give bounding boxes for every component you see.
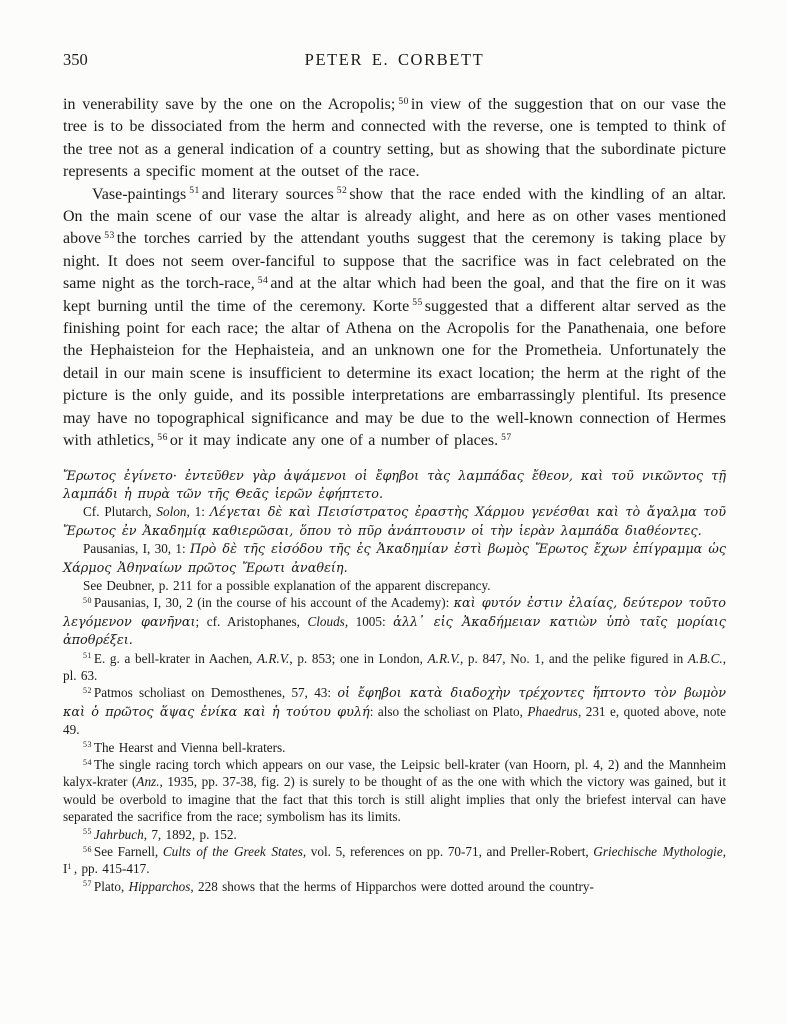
footnote-56 — [63, 843, 726, 878]
footnote-ref: 52 — [83, 685, 92, 695]
text-segment: A.B.C. — [687, 650, 723, 666]
text-segment: , 231 e, quoted above, note 49. — [63, 703, 726, 738]
text-segment: Hipparchos — [128, 878, 191, 894]
text-segment: Phaedrus — [527, 703, 578, 719]
text-segment: the torches carried by the attendant youths suggest that the ceremony is taking place by night. It does not seem over-fanciful to suppose that the sacrifice was in fact celebrated on the same night as the torch-race, — [63, 230, 726, 293]
footnote-ref: 57 — [501, 431, 512, 443]
footnote-ref: 55 — [412, 297, 423, 309]
text-segment: , vol. 5, references on pp. 70-71, and Preller-Robert, — [302, 844, 594, 860]
text-segment: , 228 shows that the herms of Hipparchos were dotted around the country- — [190, 878, 594, 894]
text-segment: , 1005: — [344, 613, 394, 629]
text-segment: and at the altar which had been the goal, and that the fire on it was kept burning until the time of the ceremony. Korte — [63, 275, 726, 315]
text-segment: The single racing torch which appears on our vase, the Leipsic bell-krater (van Hoorn, pl. 4, 2) and the Mannheim kalyx-krater ( — [63, 757, 726, 790]
text-segment: The Hearst and Vienna bell-kraters. — [93, 739, 286, 755]
footnote-ref: 52 — [336, 185, 348, 197]
footnote-ref: 50 — [83, 595, 92, 605]
text-segment: Ἔρωτος ἐγίνετο· ἐντεῦθεν γὰρ ἁψάμενοι οἱ ἔφηβοι τὰς λαμπάδας ἔθεον, καὶ τοῦ νικῶντος τῇ λαμπάδι ἡ πυρὰ τῶν τῆς Θεᾶς ἱερῶν ἐφήπτετο. — [63, 468, 726, 502]
text-segment: , p. 853; one in London, — [289, 650, 428, 666]
footnote-53 — [63, 739, 726, 756]
footnote-ref: 51 — [189, 185, 200, 197]
footnote-ref: 1 — [67, 861, 72, 871]
text-segment: , pl. 63. — [63, 650, 726, 683]
footnote-ref: 56 — [83, 844, 92, 854]
text-segment: Griechische Mythologie — [593, 844, 723, 860]
text-segment: , pp. 415-417. — [73, 861, 150, 877]
footnote-ref: 54 — [83, 757, 92, 767]
running-head-author: PETER E. CORBETT — [304, 50, 485, 69]
body-paragraph-1 — [63, 94, 726, 184]
footnote-49-plutarch — [63, 503, 726, 540]
text-segment: Cults of the Greek States — [162, 844, 303, 860]
text-segment: Jahrbuch — [93, 826, 144, 842]
text-segment: or it may indicate any one of a number of places. — [169, 432, 499, 450]
text-segment: ; cf. Aristophanes, — [195, 613, 308, 629]
text-segment: : also the scholiast on Plato, — [369, 703, 528, 719]
text-segment: Clouds — [307, 613, 345, 629]
text-segment: suggested that a different altar served as the finishing point for each race; the altar of Athena on the Acropolis for the Panathenaia, one before the Hephaisteion for the Hephaisteia, and an unknown one for the Prometheia. Unfortunately the detail in our main scene is insufficient to determine its exact location; the herm at the right of the picture is the only guide, and its possible interpretations are embarrassingly plentiful. Its presence may have no topographical significance and may be due to the well-known connection of Hermes with athletics, — [63, 297, 726, 450]
page-number: 350 — [63, 50, 88, 69]
footnote-49-pausanias — [63, 540, 726, 577]
text-segment: , I — [63, 844, 727, 877]
text-segment: , p. 847, No. 1, and the pelike figured in — [459, 650, 688, 666]
text-segment: Λέγεται δὲ καὶ Πεισίστρατος ἐραστὴς Χάρμου γενέσθαι καὶ τὸ ἄγαλμα τοῦ Ἔρωτος ἐν Ἀκαδημίᾳ καθιερῶσαι, ὅπου τὸ πῦρ ἀνάπτουσιν οἱ τὴν ἱερὰν λαμπάδα διαθέοντες. — [63, 505, 726, 539]
text-segment: , 7, 1892, p. 152. — [143, 826, 237, 842]
footnote-50 — [63, 594, 726, 649]
footnote-ref: 53 — [104, 230, 115, 242]
text-segment: See Farnell, — [93, 844, 163, 860]
footnote-52 — [63, 684, 726, 738]
footnote-57 — [63, 878, 726, 895]
text-segment: and literary sources — [201, 185, 334, 203]
footnotes-section — [63, 467, 726, 896]
text-segment: Solon — [156, 504, 187, 520]
text-segment: Pausanias, I, 30, 1: — [83, 541, 190, 557]
text-segment: Πρὸ δὲ τῆς εἰσόδου τῆς ἐς Ἀκαδημίαν ἐστὶ βωμὸς Ἔρωτος ἔχων ἐπίγραμμα ὡς Χάρμος Ἀθηναίων πρῶτος Ἔρωτι ἀναθείη. — [63, 542, 726, 576]
text-segment: A.R.V. — [427, 650, 460, 666]
footnote-49-continuation-greek — [63, 467, 726, 504]
footnote-49-deubner — [63, 577, 726, 594]
text-segment: Patmos scholiast on Demosthenes, 57, 43: — [93, 685, 338, 701]
text-segment: Cf. Plutarch, — [83, 504, 157, 520]
footnote-55 — [63, 826, 726, 843]
text-segment: Vase-paintings — [92, 185, 187, 203]
text-segment: οἱ ἔφηβοι κατὰ διαδοχὴν τρέχοντες ἥπτοντο τὸν βωμὸν καὶ ὁ πρῶτος ἅψας ἐνίκα καὶ ἡ τούτου φυλή — [63, 686, 727, 720]
footnote-ref: 54 — [257, 275, 269, 287]
footnote-ref: 50 — [398, 95, 409, 107]
text-segment: , 1: — [186, 504, 210, 520]
text-segment: E. g. a bell-krater in Aachen, — [93, 650, 257, 666]
text-segment: in view of the suggestion that on our vase the tree is to be dissociated from the herm and connected with the reverse, one is tempted to think of the tree not as a general indication of a country setting, but as showing that the subordinate picture represents a specific moment at the outset of the race. — [63, 96, 726, 181]
text-segment: See Deubner, p. 211 for a possible explanation of the apparent discrepancy. — [83, 577, 491, 593]
footnote-ref: 57 — [83, 879, 92, 889]
text-segment: in venerability save by the one on the Acropolis; — [63, 96, 396, 113]
body-paragraph-2 — [63, 184, 726, 453]
footnote-51 — [63, 650, 726, 685]
text-segment: ἀλλ᾽ εἰς Ἀκαδήμειαν κατιὼν ὑπὸ ταῖς μορίαις ἀποθρέξει. — [63, 614, 726, 649]
text-segment: καὶ φυτόν ἐστιν ἐλαίας, δεύτερον τοῦτο λεγόμενον φανῆναι — [63, 596, 726, 630]
text-segment: , 1935, pp. 37-38, fig. 2) is surely to be thought of as the one with which the victory was gained, but it would be overbold to imagine that the fact that this torch is still alight implies that only the briefest interval can have separated the sacrifice from the race; symbolism has its limits. — [63, 774, 726, 825]
text-segment: Pausanias, I, 30, 2 (in the course of his account of the Academy): — [93, 595, 454, 611]
text-segment: Plato, — [93, 878, 129, 894]
footnote-54 — [63, 756, 726, 826]
footnote-ref: 56 — [157, 431, 168, 443]
text-segment: show that the race ended with the kindling of an altar. On the main scene of our vase the altar is already alight, and here as on other vases mentioned above — [63, 185, 727, 248]
footnote-ref: 55 — [83, 827, 92, 837]
text-segment: Anz. — [136, 774, 160, 790]
footnote-ref: 53 — [83, 740, 92, 750]
running-head — [63, 50, 726, 70]
footnote-ref: 51 — [83, 651, 92, 661]
text-segment: A.R.V. — [257, 650, 290, 666]
body-text — [63, 94, 726, 453]
